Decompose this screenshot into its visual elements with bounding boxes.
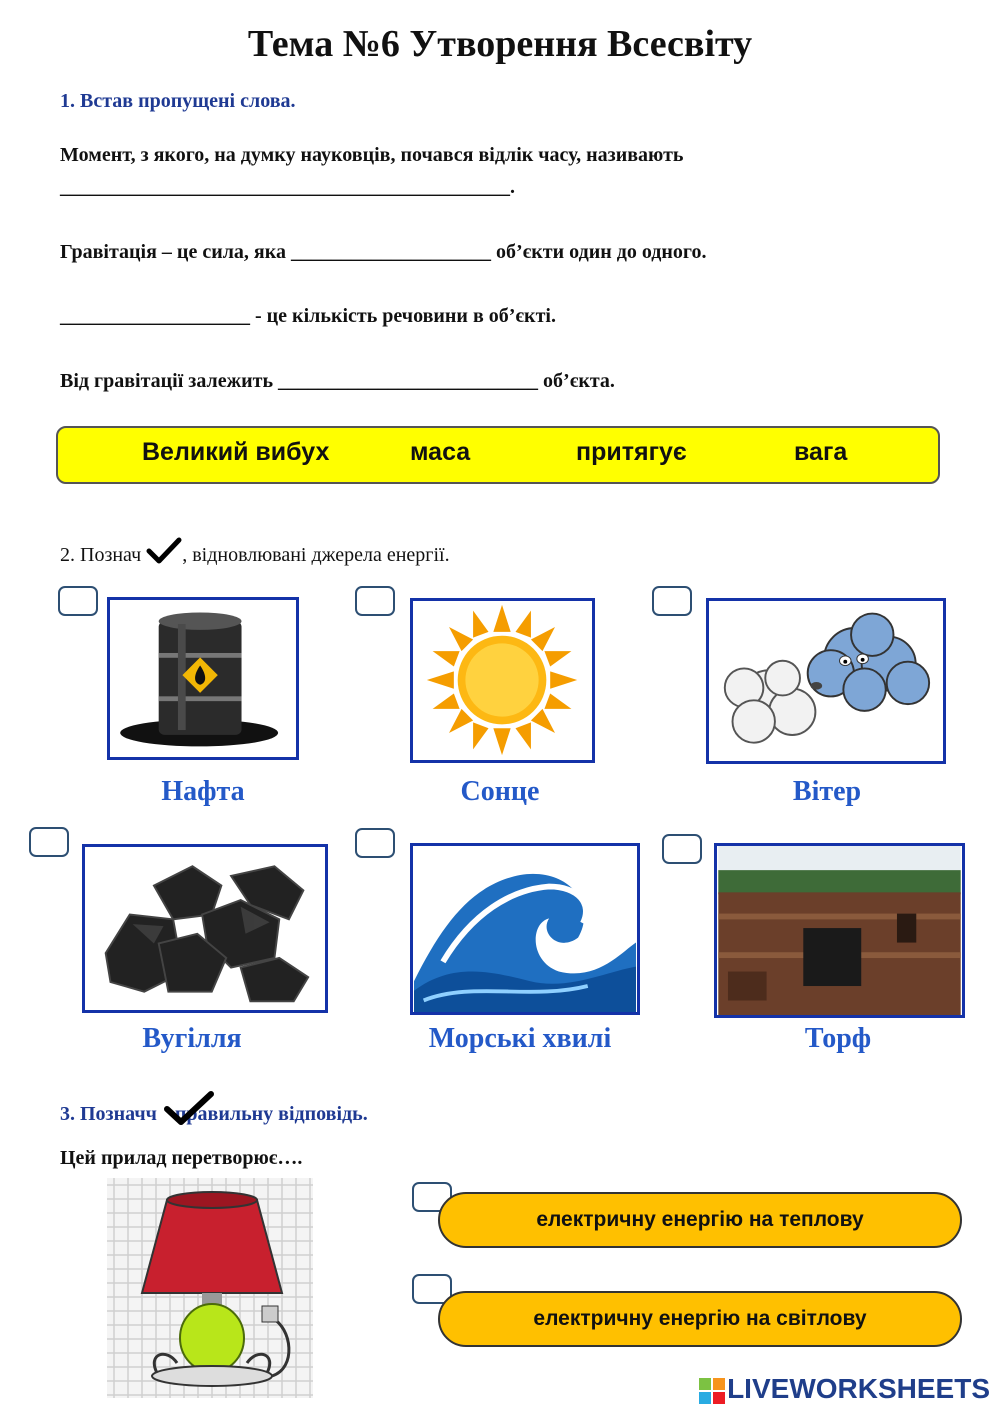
sentence2	[60, 241, 707, 264]
page-title: Тема №6 Утворення Всесвіту	[247, 23, 753, 65]
image-lamp	[107, 1178, 313, 1398]
image-peat	[714, 843, 965, 1018]
caption-peat: Торф	[804, 1023, 872, 1054]
word-bank-item[interactable]: Великий вибух	[142, 438, 330, 466]
sentence1-blank[interactable]: _____________________________________________.	[60, 176, 515, 198]
sentence2-blank[interactable]: ____________________	[290, 241, 491, 263]
checkbox-wind[interactable]	[652, 586, 692, 616]
section3-heading	[60, 1103, 368, 1126]
liveworksheets-badge-icon	[699, 1378, 725, 1404]
image-coal	[82, 844, 328, 1013]
wind-cloud-icon	[709, 601, 943, 761]
word-bank-item[interactable]: маса	[410, 438, 471, 466]
sun-icon	[413, 601, 592, 760]
sentence2-after: об’єкти один до одного.	[495, 241, 707, 263]
image-waves	[410, 843, 640, 1015]
image-wind	[706, 598, 946, 764]
sentence3-blank[interactable]: ___________________	[60, 305, 250, 327]
sentence2-before: Гравітація – це сила, яка	[60, 241, 286, 263]
word-bank-item[interactable]: вага	[794, 438, 848, 466]
word-bank-item[interactable]: притягує	[576, 438, 687, 466]
sentence4-blank[interactable]: __________________________	[278, 370, 539, 392]
section3-question: Цей прилад перетворює….	[60, 1147, 303, 1169]
oil-barrel-icon	[110, 600, 296, 757]
caption-waves: Морські хвилі	[428, 1023, 612, 1054]
section1-heading: 1. Встав пропущені слова.	[60, 90, 296, 112]
checkbox-sun[interactable]	[355, 586, 395, 616]
answer-option-1[interactable]: електричну енергію на теплову	[438, 1192, 962, 1248]
logo-text: LIVEWORKSHEETS	[727, 1373, 990, 1404]
sentence3	[60, 305, 556, 328]
section2-heading	[60, 537, 450, 567]
sentence4-after: об’єкта.	[543, 370, 615, 392]
checkbox-oil[interactable]	[58, 586, 98, 616]
checkmark-icon	[146, 537, 182, 565]
caption-sun: Сонце	[460, 776, 540, 807]
section3-heading-before: 3. Позначч	[60, 1103, 157, 1125]
caption-coal: Вугілля	[142, 1023, 242, 1054]
section2-heading-before: 2. Познач	[60, 544, 142, 566]
word-bank	[56, 426, 940, 484]
checkmark-icon	[164, 1091, 214, 1125]
liveworksheets-logo	[699, 1373, 990, 1405]
sentence1-text: Момент, з якого, на думку науковців, почався відлік часу, називають	[60, 144, 684, 166]
wave-icon	[413, 846, 637, 1012]
answer-option-2[interactable]: електричну енергію на світлову	[438, 1291, 962, 1347]
lamp-icon	[107, 1178, 313, 1398]
checkbox-peat[interactable]	[662, 834, 702, 864]
section3-heading-after: правильну відповідь.	[174, 1103, 368, 1125]
coal-icon	[85, 847, 325, 1010]
sentence4-before: Від гравітації залежить	[60, 370, 274, 392]
checkbox-coal[interactable]	[29, 827, 69, 857]
caption-wind: Вітер	[792, 776, 862, 807]
caption-oil: Нафта	[161, 776, 245, 807]
sentence4	[60, 370, 615, 393]
image-sun	[410, 598, 595, 763]
checkbox-waves[interactable]	[355, 828, 395, 858]
peat-field-icon	[717, 846, 962, 1015]
sentence3-after: - це кількість речовини в об’єкті.	[255, 305, 556, 327]
image-oil	[107, 597, 299, 760]
section2-heading-after: , відновлювані джерела енергії.	[182, 544, 450, 566]
